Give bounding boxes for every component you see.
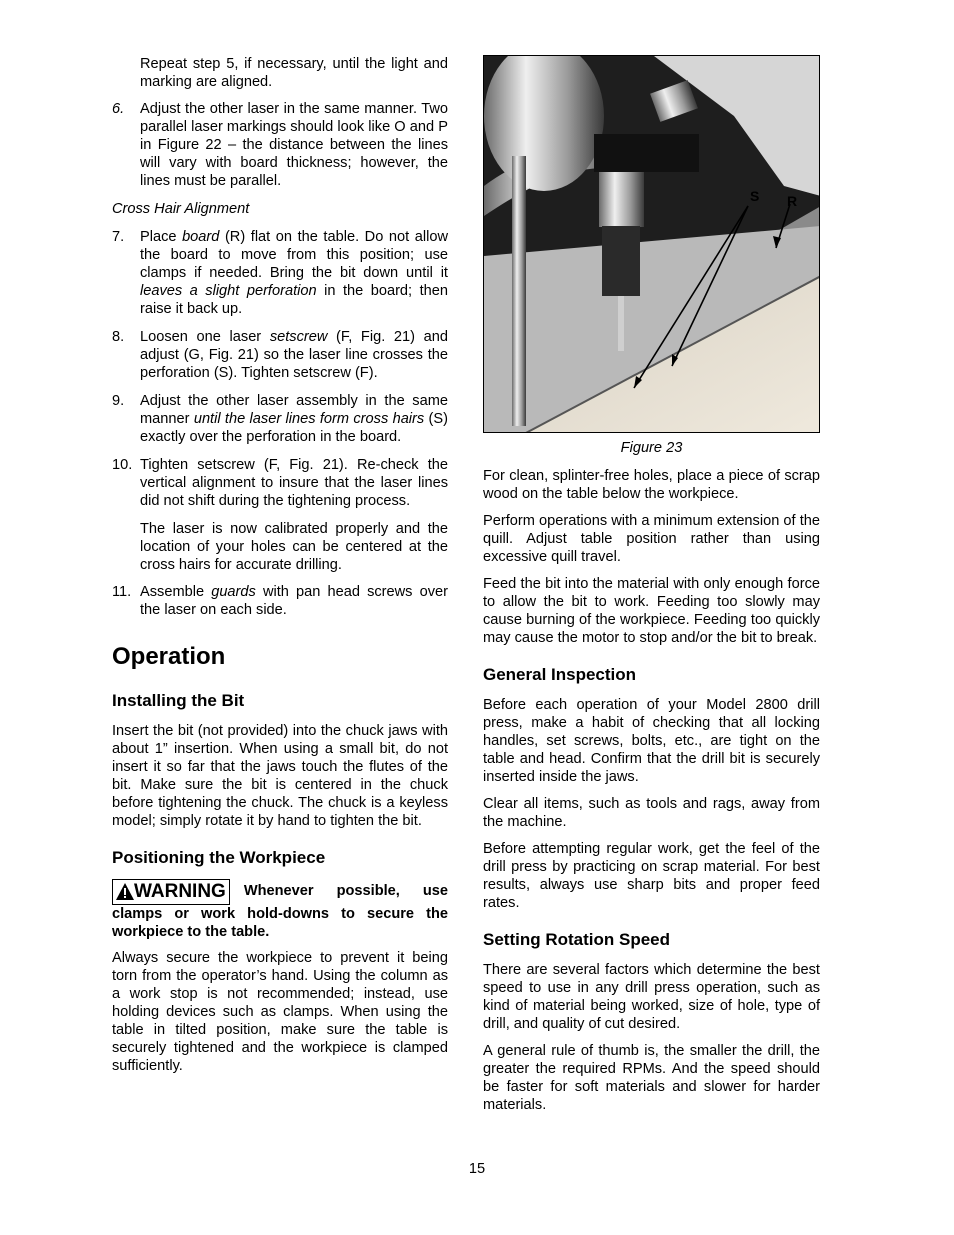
right-column <box>483 55 820 1123</box>
step-text: Place <box>140 229 183 245</box>
step-7 <box>112 228 448 318</box>
step-text: (F, Fig. 21) and adjust (G, Fig. 21) so the laser line crosses the perforation (S). Tighten setscrew (F). <box>140 329 448 381</box>
left-column <box>112 55 448 1084</box>
paragraph-scrap-wood: For clean, splinter-free holes, place a piece of scrap wood on the table below the workpiece. <box>483 468 820 502</box>
figure-label-r: R <box>787 193 798 209</box>
installing-bit-text: Insert the bit (not provided) into the chuck jaws with about 1” insertion. When using a small bit, do not insert it so far that the jaws touch the flutes of the bit. Make sure the bit is centered in the chuck before tightening the chuck. The chuck is a keyless model; simply rotate it by hand to tighten the bit. <box>112 723 448 829</box>
step-text: Adjust the other laser in the same manner. Two parallel laser markings should look like O and P in Figure 22 – the distance between the lines will vary with board thickness; however, the lines must be parallel. <box>140 101 448 189</box>
positioning-heading: Positioning the Workpiece <box>112 848 326 867</box>
paragraph-calibrated: The laser is now calibrated properly and the location of your holes can be centered at the cross hairs for accurate drilling. <box>140 521 448 573</box>
step-text: Adjust the other laser assembly in the same manner <box>140 393 448 427</box>
step-number: 9. <box>112 393 125 409</box>
paragraph-feed: Feed the bit into the material with only enough force to allow the bit to work. Feeding too slowly may cause burning of the workpiece. Feeding too quickly may cause the motor to stop and/or the bit to break. <box>483 576 820 646</box>
general-inspection-heading: General Inspection <box>483 665 637 684</box>
step-text: Tighten setscrew (F, Fig. 21). Re-check the vertical alignment to insure that the laser lines did not shift during the tightening process. <box>140 457 448 509</box>
speed-paragraph-1: There are several factors which determine the best speed to use in any drill press operation, such as kind of material being worked, size of hole, type of drill, and quality of cut desired. <box>483 962 820 1032</box>
figure-caption: Figure 23 <box>620 440 683 456</box>
step-11 <box>112 583 448 619</box>
step-number: 8. <box>112 329 125 345</box>
operation-heading: Operation <box>112 643 226 670</box>
step-emphasis: until the laser lines form cross hairs <box>193 411 425 427</box>
rotation-speed-heading: Setting Rotation Speed <box>483 930 670 949</box>
step-number: 10. <box>112 457 133 473</box>
speed-paragraph-2: A general rule of thumb is, the smaller the drill, the greater the required RPMs. And the speed should be faster for soft materials and slower for harder materials. <box>483 1043 820 1113</box>
figure-label-s: S <box>750 188 760 204</box>
step-emphasis: leaves a slight perforation <box>140 283 317 299</box>
inspection-paragraph-1: Before each operation of your Model 2800 drill press, make a habit of checking that all locking handles, set screws, bolts, etc., are tight on the table and head. Confirm that the drill bit is securely inserted inside the jaws. <box>483 697 820 785</box>
cross-hair-subtitle: Cross Hair Alignment <box>112 201 250 217</box>
step-number: 11. <box>112 584 132 600</box>
step-number: 6. <box>112 101 125 117</box>
step-emphasis: board <box>182 229 220 245</box>
figure-23-photo <box>483 55 820 433</box>
step-10 <box>112 456 448 510</box>
step-text: (S) exactly over the perforation in the board. <box>140 411 449 445</box>
installing-bit-heading: Installing the Bit <box>112 691 245 710</box>
step-8 <box>112 328 448 382</box>
step-text: Assemble <box>140 584 212 600</box>
inspection-paragraph-2: Clear all items, such as tools and rags, away from the machine. <box>483 796 820 830</box>
step-6 <box>112 100 448 190</box>
warning-badge <box>112 879 230 905</box>
warning-block <box>112 879 448 941</box>
step-9 <box>112 392 448 446</box>
warning-triangle-icon <box>116 883 134 900</box>
warning-label: WARNING <box>134 881 226 902</box>
step-number: 7. <box>112 229 125 245</box>
step-text: Loosen one laser <box>140 329 270 345</box>
paragraph-quill: Perform operations with a minimum extension of the quill. Adjust table position rather than using excessive quill travel. <box>483 513 820 565</box>
warning-text: Whenever possible, use clamps or work hold-downs to secure the workpiece to the table. <box>112 883 448 940</box>
paragraph-repeat: Repeat step 5, if necessary, until the light and marking are aligned. <box>140 56 448 90</box>
step-text: in the board; then raise it back up. <box>140 283 448 317</box>
step-emphasis: setscrew <box>269 329 328 345</box>
drill-press-illustration <box>484 56 820 433</box>
step-text: (R) flat on the table. Do not allow the board to move from this position; use clamps if needed. Bring the bit down until it <box>140 229 448 281</box>
step-emphasis: guards <box>211 584 256 600</box>
inspection-paragraph-3: Before attempting regular work, get the feel of the drill press by practicing on scrap material. For best results, always use sharp bits and proper feed rates. <box>483 841 820 911</box>
step-text: with pan head screws over the laser on each side. <box>140 584 448 618</box>
page-number: 15 <box>468 1161 486 1177</box>
positioning-text: Always secure the workpiece to prevent it being torn from the operator’s hand. Using the column as a work stop is not recommended; instead, use holding devices such as clamps. When using the table in tilted position, make sure the table is securely tightened and the workpiece is clamped sufficiently. <box>112 950 448 1074</box>
